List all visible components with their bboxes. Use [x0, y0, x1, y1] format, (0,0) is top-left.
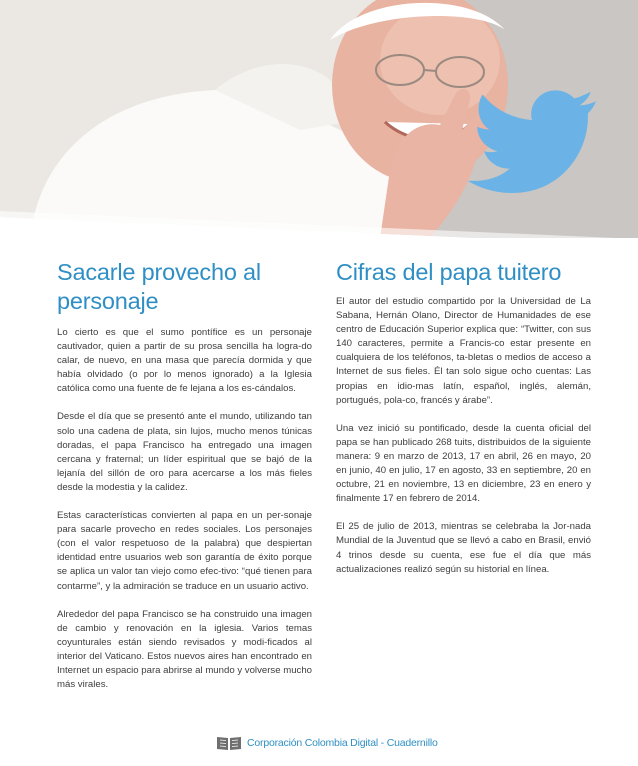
right-paragraph-1: El autor del estudio compartido por la Universidad de La Sabana, Hernán Olano, Director de Humanidades de ese centro de Educación Superior explica que: “Twitter, con sus 140 caracteres, permite a Francis-co estar presente en cualquiera de los teléfonos, ta-bletas o medios de acceso a Internet de sus fieles. Él tan solo sigue ocho cuentas: Las propias en idio-mas latín, español, inglés, alemán, portugués, pola-co, francés y árabe”.	[336, 296, 591, 406]
left-paragraph-2: Desde el día que se presentó ante el mundo, utilizando tan solo una cadena de plata, sin lujos, mucho menos túnicas doradas, el papa Francisco ha entregado una imagen cercana y fraternal; un líder espiritual que se bajó de la lejanía del sillón de oro para acercarse a los más fieles desde la modestia y la calidez.	[57, 411, 312, 493]
right-paragraph-2: Una vez inició su pontificado, desde la cuenta oficial del papa se han publicado 268 tuits, distribuidos de la siguiente manera: 9 en marzo de 2013, 17 en abril, 26 en mayo, 20 en junio, 40 en julio, 17 en agosto, 33 en septiembre, 20 en octubre, 21 en noviembre, 13 en diciembre, 23 en enero y finalmente 17 en febrero de 2014.	[336, 422, 591, 505]
left-paragraph-1: Lo cierto es que el sumo pontífice es un personaje cautivador, quien a partir de su prosa sencilla ha logra-do calar, de nuevo, en una masa que parecía dormida y que había olvidado (o por lo menos ignorado) a la Iglesia católica como una fuente de fe lejana a los es-cándalos.	[57, 327, 312, 395]
footer-label: Corporación Colombia Digital - Cuadernillo	[247, 737, 438, 749]
left-paragraph-4: Alrededor del papa Francisco se ha construido una imagen de cambio y renovación en la iglesia. Varios temas coyunturales están siendo revisados y modi-ficados al interior del Vaticano. Estos nuevos aires han encontrado en Internet un espacio para abrirse al mundo y volverse mucho más virales.	[57, 608, 312, 691]
right-column	[336, 258, 591, 591]
left-column	[57, 258, 312, 706]
right-paragraph-3: El 25 de julio de 2013, mientras se celebraba la Jor-nada Mundial de la Juventud que se llevó a cabo en Brasil, envió 4 trinos desde su cuenta, ese fue el día que más actualizaciones realizó según su historial en línea.	[336, 521, 591, 575]
left-paragraph-3: Estas características convierten al papa en un per-sonaje para sacarle provecho en redes sociales. Los personajes (con el valor respetuoso de la palabra) que despiertan identidad entre usuarios web son garantía de éxito porque se aplica un valor tan viejo como efec-tivo: “qué tienen para contarme”, y la admiración se traduce en un usuario activo.	[57, 510, 312, 592]
open-book-icon	[216, 735, 242, 751]
page-footer	[216, 734, 438, 752]
left-column-title: Sacarle provecho al personaje	[57, 259, 261, 314]
pope-waving-illustration	[0, 0, 638, 238]
right-column-title: Cifras del papa tuitero	[336, 259, 562, 285]
hero-photo	[0, 0, 638, 238]
white-angled-band	[0, 205, 638, 245]
